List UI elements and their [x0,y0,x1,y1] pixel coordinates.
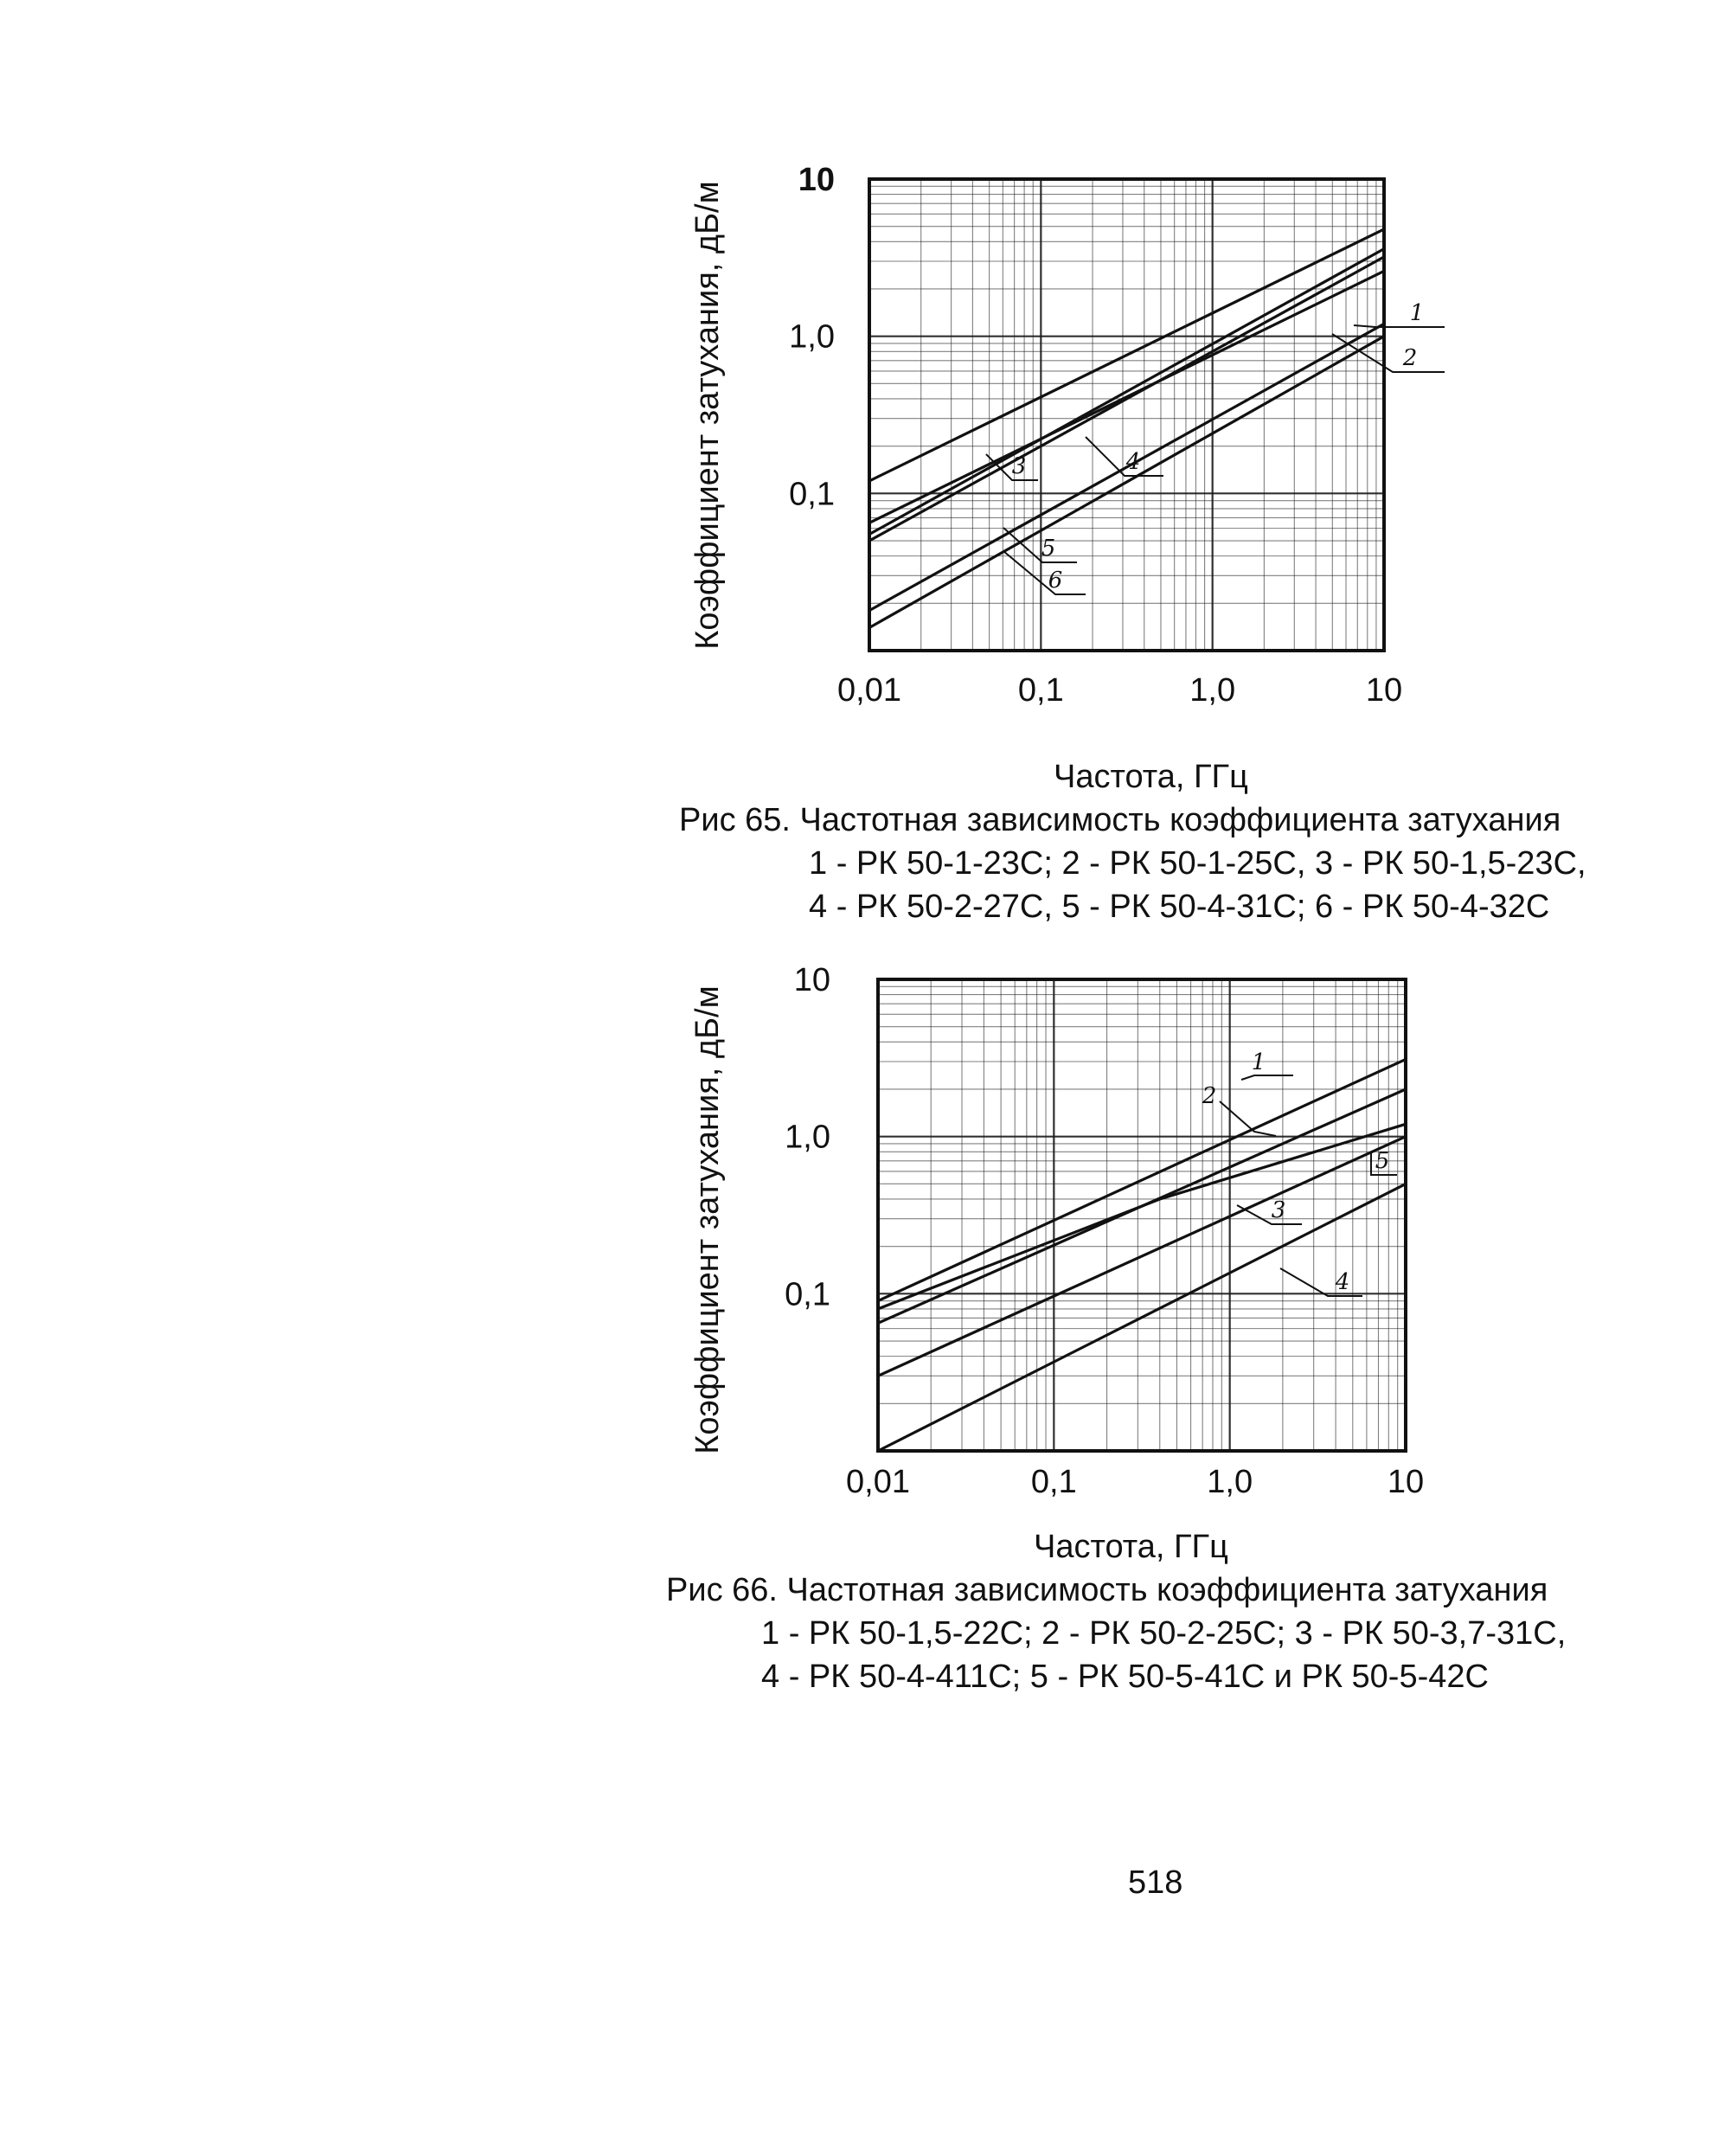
y-tick-label: 10 [798,162,835,198]
fig65-caption-line-2: 4 - РК 50-2-27С, 5 - РК 50-4-31С; 6 - РК 50-4-32С [809,889,1550,925]
curve-number-label: 1 [1251,1049,1266,1075]
y-tick-label: 1,0 [789,318,835,356]
y-tick-label: 0,1 [789,476,835,513]
curve-number-label: 1 [1409,300,1425,326]
fig66-caption-line-1: 1 - РК 50-1,5-22С; 2 - РК 50-2-25С; 3 - РК 50-3,7-31С, [761,1615,1567,1652]
chart-fig66 [0,934,1724,1540]
curve-number-label: 4 [1125,449,1141,475]
fig65-caption-line-1: 1 - РК 50-1-23С; 2 - РК 50-1-25С, 3 - РК 50-1,5-23С, [809,845,1586,882]
curve-number-label: 2 [1202,1083,1217,1109]
curve-number-label: 3 [1271,1197,1286,1223]
x-tick-label: 1,0 [1189,672,1236,709]
curve-number-label: 6 [1048,568,1063,594]
x-tick-label: 10 [1387,1464,1425,1500]
page-number: 518 [1128,1864,1183,1901]
x-tick-label: 0,1 [1030,1464,1077,1500]
y-tick-label: 10 [793,962,830,998]
fig65-xlabel: Частота, ГГц [1054,759,1248,795]
y-tick-label: 0,1 [785,1276,830,1313]
curve-number-label: 2 [1402,345,1418,371]
x-tick-label: 0,1 [1017,672,1064,709]
fig66-caption-line-2: 4 - РК 50-4-411С; 5 - РК 50-5-41С и РК 50-5-42С [761,1659,1489,1695]
x-tick-label: 10 [1365,672,1403,709]
chart-fig65 [0,130,1724,787]
plot-background [869,179,1384,651]
curve-number-label: 5 [1375,1148,1390,1174]
curve-number-label: 4 [1335,1269,1350,1295]
y-axis-label: Коэффициент затухания, дБ/м [689,181,726,650]
x-tick-label: 1,0 [1207,1464,1253,1500]
x-tick-label: 0,01 [846,1464,910,1500]
fig66-caption-title: Рис 66. Частотная зависимость коэффициента затухания [666,1572,1548,1608]
x-tick-label: 0,01 [837,672,901,709]
y-axis-label: Коэффициент затухания, дБ/м [689,985,726,1454]
fig65-caption-title: Рис 65. Частотная зависимость коэффициента затухания [679,802,1561,838]
y-tick-label: 1,0 [785,1119,830,1156]
plot-background [878,979,1406,1451]
callout-leader [1354,325,1445,327]
fig66-xlabel: Частота, ГГц [1034,1529,1228,1565]
curve-number-label: 3 [1011,453,1027,479]
curve-number-label: 5 [1041,536,1056,561]
